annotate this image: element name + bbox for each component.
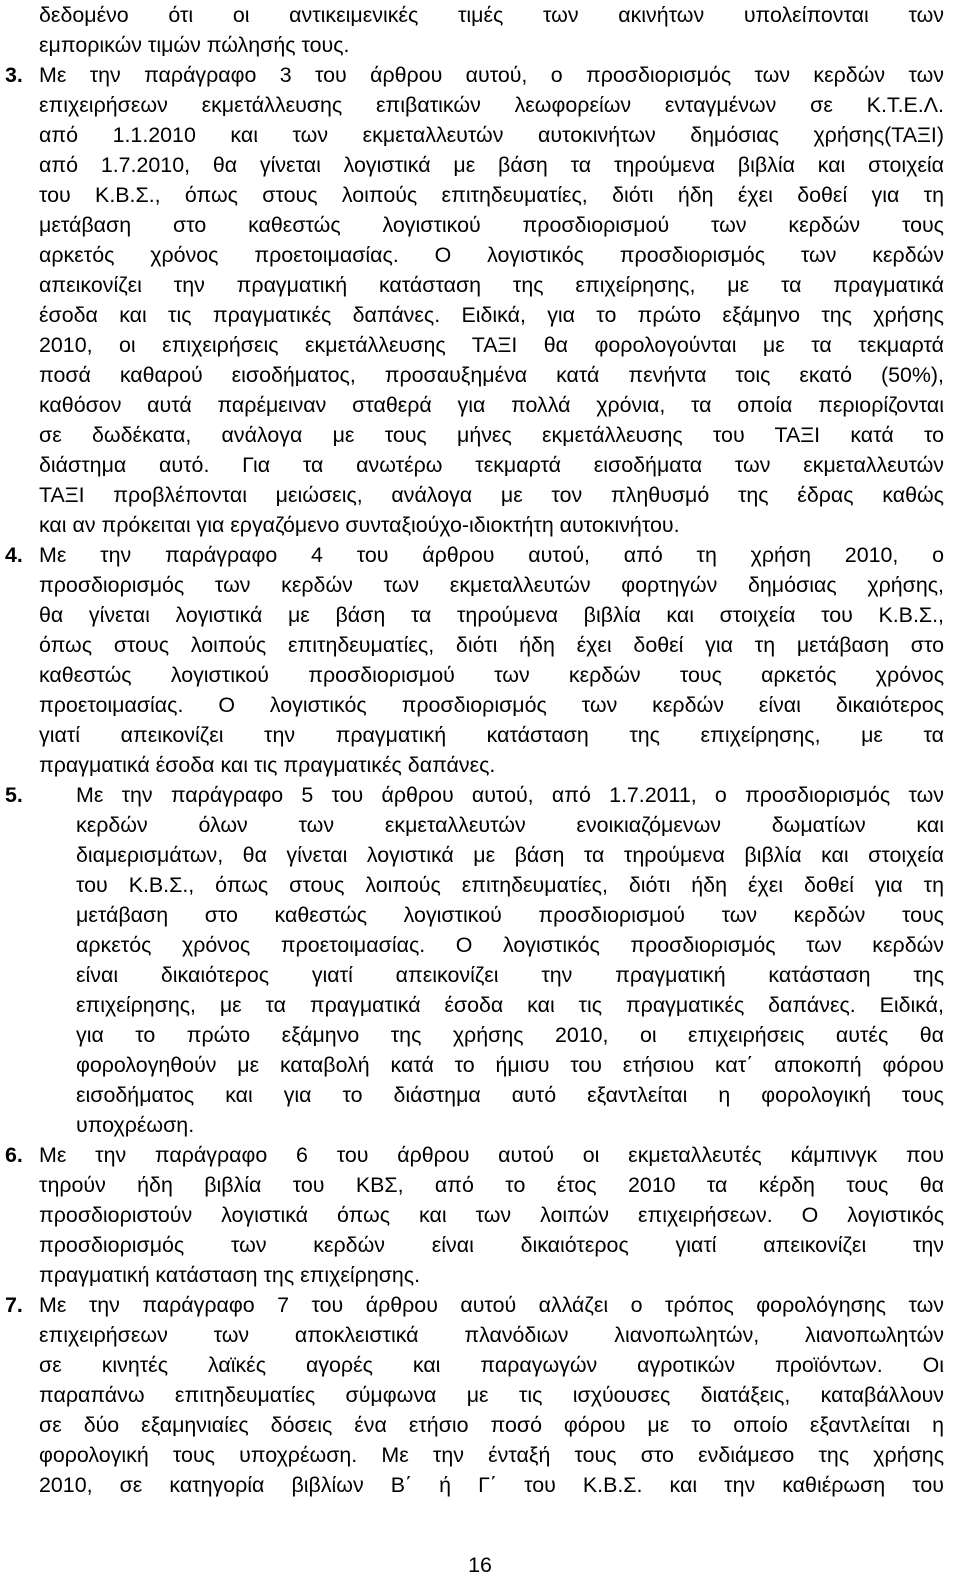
text-line: σε δύο εξαμηνιαίες δόσεις ένα ετήσιο ποσό φόρου με το οποίο εξαντλείται η	[39, 1413, 944, 1437]
text-line: αρκετός χρόνος προετοιμασίας. Ο λογιστικός προσδιορισμός των κερδών	[76, 933, 944, 957]
text-line: όπως στους λοιπούς επιτηδευματίες, διότι ήδη έχει δοθεί για τη μετάβαση στο	[39, 633, 944, 657]
text-line: του Κ.Β.Σ., όπως στους λοιπούς επιτηδευματίες, διότι ήδη έχει δοθεί για τη	[76, 873, 944, 897]
text-line: προσδιορισμός των κερδών είναι δικαιότερος γιατί απεικονίζει την	[39, 1233, 944, 1257]
text-line: καθεστώς λογιστικού προσδιορισμού των κερδών τους αρκετός χρόνος	[39, 663, 944, 687]
text-line: για το πρώτο εξάμηνο της χρήσης 2010, οι επιχειρήσεις αυτές θα	[76, 1023, 944, 1047]
text-line: απεικονίζει την πραγματική κατάσταση της επιχείρησης, με τα πραγματικά	[39, 273, 944, 297]
text-line: σε κινητές λαϊκές αγορές και παραγωγών αγροτικών προϊόντων. Οι	[39, 1353, 944, 1377]
text-line: παραπάνω επιτηδευματίες σύμφωνα με τις ισχύουσες διατάξεις, καταβάλλουν	[39, 1383, 944, 1407]
item-number: 6.	[5, 1143, 23, 1167]
text-line: προσδιορισμός των κερδών των εκμεταλλευτών φορτηγών δημόσιας χρήσης,	[39, 573, 944, 597]
text-line: δεδομένο ότι οι αντικειμενικές τιμές των ακινήτων υπολείπονται των	[39, 3, 944, 27]
text-line: θα γίνεται λογιστικά με βάση τα τηρούμενα βιβλία και στοιχεία του Κ.Β.Σ.,	[39, 603, 944, 627]
item-number: 7.	[5, 1293, 23, 1317]
text-line: ΤΑΞΙ προβλέπονται μειώσεις, ανάλογα με τον πληθυσμό της έδρας καθώς	[39, 483, 944, 507]
text-line: υποχρέωση.	[76, 1113, 195, 1137]
text-line: Με την παράγραφο 4 του άρθρου αυτού, από τη χρήση 2010, ο	[39, 543, 944, 567]
text-line: Με την παράγραφο 3 του άρθρου αυτού, ο προσδιορισμός των κερδών των	[39, 63, 944, 87]
text-line: πραγματική κατάσταση της επιχείρησης.	[39, 1263, 421, 1287]
text-line: εμπορικών τιμών πώλησής τους.	[39, 33, 350, 57]
text-line: σε δωδέκατα, ανάλογα με τους μήνες εκμετάλλευσης του ΤΑΞΙ κατά το	[39, 423, 944, 447]
text-line: εισοδήματος και για το διάστημα αυτό εξαντλείται η φορολογική τους	[76, 1083, 944, 1107]
text-line: πραγματικά έσοδα και τις πραγματικές δαπάνες.	[39, 753, 496, 777]
text-line: προετοιμασίας. Ο λογιστικός προσδιορισμός των κερδών είναι δικαιότερος	[39, 693, 944, 717]
text-line: και αν πρόκειται για εργαζόμενο συνταξιούχο-ιδιοκτήτη αυτοκινήτου.	[39, 513, 680, 537]
text-line: 2010, σε κατηγορία βιβλίων Β΄ ή Γ΄ του Κ.Β.Σ. και την καθιέρωση του	[39, 1473, 944, 1497]
text-line: ποσά καθαρού εισοδήματος, προσαυξημένα κατά πενήντα τοις εκατό (50%),	[39, 363, 944, 387]
page-number: 16	[468, 1553, 492, 1577]
text-line: γιατί απεικονίζει την πραγματική κατάσταση της επιχείρησης, με τα	[39, 723, 944, 747]
item-number: 4.	[5, 543, 23, 567]
text-line: μετάβαση στο καθεστώς λογιστικού προσδιορισμού των κερδών τους	[39, 213, 944, 237]
text-line: από 1.1.2010 και των εκμεταλλευτών αυτοκινήτων δημόσιας χρήσης(ΤΑΞΙ)	[39, 123, 944, 147]
text-line: προσδιοριστούν λογιστικά όπως και των λοιπών επιχειρήσεων. Ο λογιστικός	[39, 1203, 944, 1227]
text-line: από 1.7.2010, θα γίνεται λογιστικά με βάση τα τηρούμενα βιβλία και στοιχεία	[39, 153, 944, 177]
text-line: τηρούν ήδη βιβλία του ΚΒΣ, από το έτος 2010 τα κέρδη τους θα	[39, 1173, 944, 1197]
text-line: του Κ.Β.Σ., όπως στους λοιπούς επιτηδευματίες, διότι ήδη έχει δοθεί για τη	[39, 183, 944, 207]
item-number: 5.	[5, 783, 23, 807]
text-line: Με την παράγραφο 5 του άρθρου αυτού, από 1.7.2011, ο προσδιορισμός των	[76, 783, 944, 807]
text-line: κερδών όλων των εκμεταλλευτών ενοικιαζόμενων δωματίων και	[76, 813, 944, 837]
text-line: έσοδα και τις πραγματικές δαπάνες. Ειδικά, για το πρώτο εξάμηνο της χρήσης	[39, 303, 944, 327]
text-line: φορολογική τους υποχρέωση. Με την ένταξή τους στο ενδιάμεσο της χρήσης	[39, 1443, 944, 1467]
text-line: επιχειρήσεων εκμετάλλευσης επιβατικών λεωφορείων ενταγμένων σε Κ.Τ.Ε.Λ.	[39, 93, 944, 117]
text-line: Με την παράγραφο 7 του άρθρου αυτού αλλάζει ο τρόπος φορολόγησης των	[39, 1293, 944, 1317]
text-line: μετάβαση στο καθεστώς λογιστικού προσδιορισμού των κερδών τους	[76, 903, 944, 927]
text-line: διαμερισμάτων, θα γίνεται λογιστικά με βάση τα τηρούμενα βιβλία και στοιχεία	[76, 843, 944, 867]
text-line: επιχειρήσεων των αποκλειστικά πλανόδιων λιανοπωλητών, λιανοπωλητών	[39, 1323, 944, 1347]
item-number: 3.	[5, 63, 23, 87]
text-line: 2010, οι επιχειρήσεις εκμετάλλευσης ΤΑΞΙ θα φορολογούνται με τα τεκμαρτά	[39, 333, 944, 357]
text-line: καθόσον αυτά παρέμειναν σταθερά για πολλά χρόνια, τα οποία περιορίζονται	[39, 393, 944, 417]
text-line: αρκετός χρόνος προετοιμασίας. Ο λογιστικός προσδιορισμός των κερδών	[39, 243, 944, 267]
text-line: διάστημα αυτό. Για τα ανωτέρω τεκμαρτά εισοδήματα των εκμεταλλευτών	[39, 453, 944, 477]
text-line: φορολογηθούν με καταβολή κατά το ήμισυ του ετήσιου κατ΄ αποκοπή φόρου	[76, 1053, 944, 1077]
text-line: Με την παράγραφο 6 του άρθρου αυτού οι εκμεταλλευτές κάμπινγκ που	[39, 1143, 944, 1167]
text-line: επιχείρησης, με τα πραγματικά έσοδα και τις πραγματικές δαπάνες. Ειδικά,	[76, 993, 944, 1017]
text-line: είναι δικαιότερος γιατί απεικονίζει την πραγματική κατάσταση της	[76, 963, 944, 987]
